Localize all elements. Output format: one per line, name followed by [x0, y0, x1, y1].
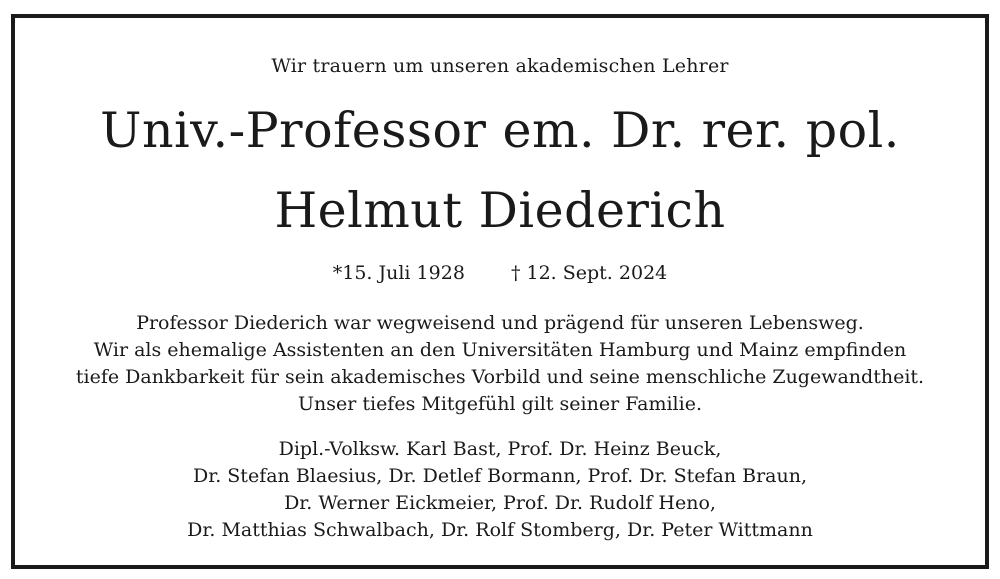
life-dates — [0, 259, 1000, 287]
tribute-text — [0, 310, 1000, 418]
deceased-name: Helmut Diederich — [274, 182, 726, 239]
intro-text: Wir trauern um unseren akademischen Lehrer — [271, 55, 729, 77]
tribute-line: tiefe Dankbarkeit für sein akademisches Vorbild und seine menschliche Zugewandtheit. — [75, 366, 925, 388]
signer-line: Dipl.-Volksw. Karl Bast, Prof. Dr. Heinz Beuck, — [278, 438, 722, 460]
death-date: † 12. Sept. 2024 — [510, 262, 668, 284]
birth-date: *15. Juli 1928 — [332, 262, 465, 284]
deceased-title: Univ.-Professor em. Dr. rer. pol. — [100, 102, 900, 159]
signers-list — [0, 436, 1000, 544]
tribute-line: Professor Diederich war wegweisend und prägend für unseren Lebensweg. — [136, 312, 864, 334]
signer-line: Dr. Matthias Schwalbach, Dr. Rolf Stomberg, Dr. Peter Wittmann — [187, 519, 813, 541]
tribute-line: Wir als ehemalige Assistenten an den Universitäten Hamburg und Mainz empfinden — [93, 339, 907, 361]
signer-line: Dr. Stefan Blaesius, Dr. Detlef Bormann, Prof. Dr. Stefan Braun, — [192, 465, 807, 487]
signer-line: Dr. Werner Eickmeier, Prof. Dr. Rudolf Heno, — [284, 492, 716, 514]
tribute-line: Unser tiefes Mitgefühl gilt seiner Familie. — [297, 393, 702, 415]
